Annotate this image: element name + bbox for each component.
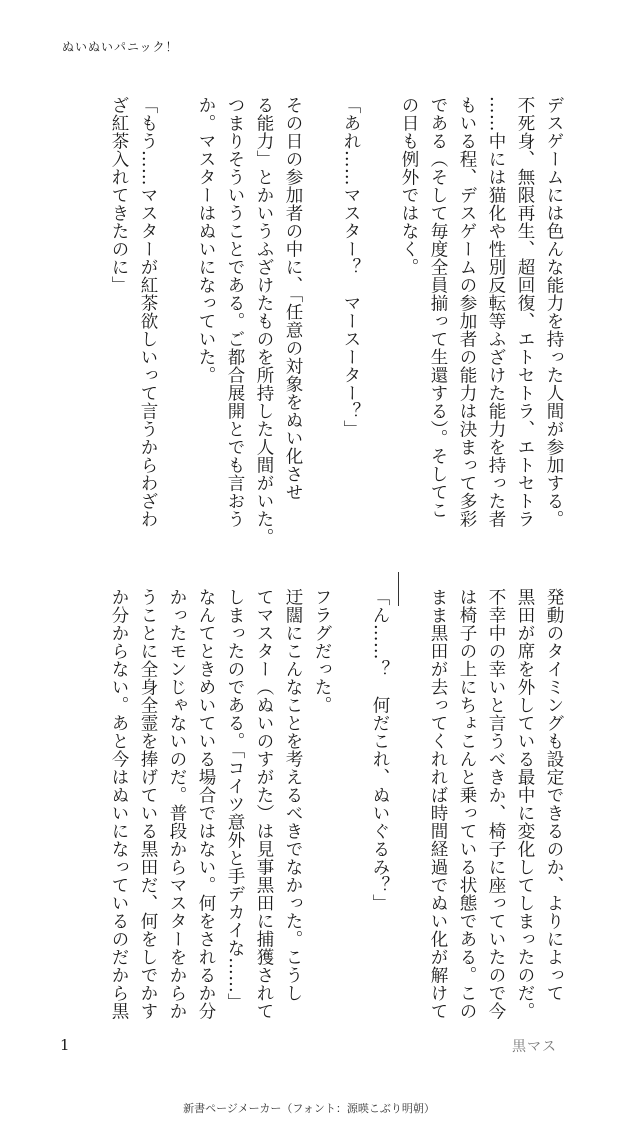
author-name: 黒マス xyxy=(512,1039,557,1055)
dialogue-line: ざ紅茶入れてきたのに」 xyxy=(109,96,129,294)
text-line: か分からない。あと今はぬいになっているのだから黒 xyxy=(109,588,129,1020)
blank-line xyxy=(336,588,365,1008)
text-line: は椅子の上にちょこんと乗っている状態である。この xyxy=(457,588,477,1020)
text-line: てマスター（ぬいのすがた）は見事黒田に捕獲されて xyxy=(254,588,274,1020)
blank-line xyxy=(162,96,191,546)
text-line: なんてときめいている場合ではない。何をされるか分 xyxy=(196,588,216,1020)
text-line: 不幸中の幸いと言うべきか、椅子に座っていたので今 xyxy=(486,588,506,1020)
text-column-top xyxy=(104,96,568,546)
text-line: つまりそういうことである。ご都合展開とでも言おう xyxy=(225,96,245,528)
text-line: 迂闊にこんなことを考えるべきでなかった。こうし xyxy=(283,588,303,1002)
text-line: フラグだった。 xyxy=(312,588,332,714)
generator-credit: 新書ページメーカー（フォント：源暎こぶり明朝） xyxy=(183,1102,435,1115)
text-line: しまったのである。「コイツ意外と手デカイな……」 xyxy=(225,588,245,1012)
text-line: の日も例外ではなく。 xyxy=(399,96,419,276)
text-line: その日の参加者の中に、「任意の対象をぬい化させ xyxy=(283,96,303,502)
page-number: 1 xyxy=(60,1036,70,1054)
text-line: 黒田が席を外している最中に変化してしまったのだ。 xyxy=(515,588,535,1020)
text-line: まま黒田が去ってくれれば時間経過でぬい化が解けて xyxy=(428,588,448,1020)
book-title-header: ぬいぬいパニック！ xyxy=(62,40,179,54)
dialogue-line: 「あれ……マスター？ マースーター？」 xyxy=(341,96,361,438)
text-line: デスゲームには色んな能力を持った人間が参加する。 xyxy=(544,96,564,528)
text-line: ……中には猫化や性別反転等ふざけた能力を持った者 xyxy=(486,96,506,528)
text-line: うことに全身全霊を捧げている黒田だ、何をしでかす xyxy=(138,588,158,1020)
text-line: である（そして毎度全員揃って生還する）。そしてこ xyxy=(428,96,448,520)
blank-line xyxy=(307,96,336,546)
text-line: か。マスターはぬいになっていた。 xyxy=(196,96,216,384)
text-column-bottom xyxy=(104,588,568,1020)
text-line: もいる程、デスゲームの参加者の能力は決まって多彩 xyxy=(457,96,477,528)
text-line: かったモンじゃないのだ。普段からマスターをからか xyxy=(167,588,187,1020)
text-line: 不死身、無限再生、超回復、エトセトラ、エトセトラ xyxy=(515,96,535,528)
dialogue-line: 「もう……マスターが紅茶欲しいって言うからわざわ xyxy=(138,96,158,528)
text-line: る能力」とかいうふざけたものを所持した人間がいた。 xyxy=(254,96,274,546)
text-line: 発動のタイミングも設定できるのか、よりによって xyxy=(544,588,564,1002)
blank-line xyxy=(394,588,423,1008)
blank-line xyxy=(365,96,394,546)
dialogue-line: 「ん……？ 何だこれ、ぬいぐるみ？」 xyxy=(370,588,390,912)
